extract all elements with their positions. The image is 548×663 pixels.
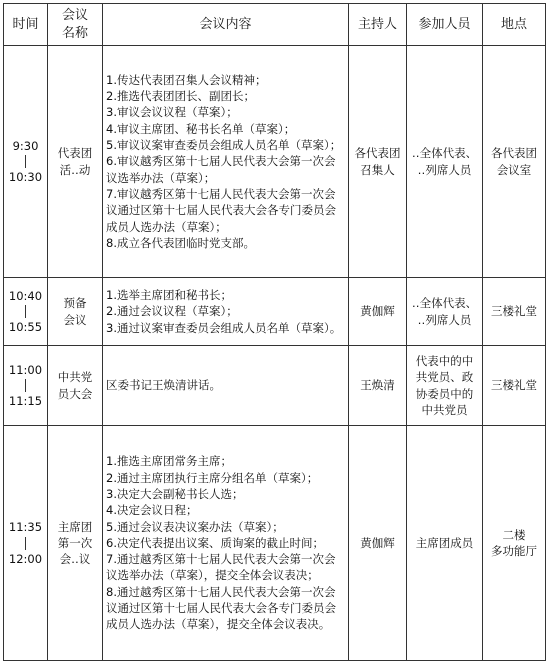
meeting-schedule-table bbox=[3, 3, 546, 661]
host-cell bbox=[349, 346, 407, 426]
participants-line: 中共党员 bbox=[421, 402, 468, 417]
participants-cell bbox=[407, 278, 483, 346]
time-start: 11:35 bbox=[8, 520, 43, 535]
agenda-item: 7.通过越秀区第十七届人民代表大会第一次会议选举办法（草案），提交全体会议表决； bbox=[106, 552, 336, 583]
header-time: 时间 bbox=[4, 4, 48, 46]
table-header-row bbox=[4, 4, 546, 46]
table-row bbox=[4, 426, 546, 661]
header-meeting-name-line-1: 会议 bbox=[61, 7, 88, 23]
participants-line: ‥列席人员 bbox=[417, 162, 472, 177]
meeting-name-cell bbox=[48, 426, 103, 661]
meeting-content-cell bbox=[103, 278, 349, 346]
participants-line: 协委员中的 bbox=[415, 386, 474, 401]
header-venue: 地点 bbox=[483, 4, 546, 46]
host-name-line: 黄伽辉 bbox=[360, 304, 395, 319]
agenda-item: 4.审议主席团、秘书长名单（草案）； bbox=[106, 121, 296, 136]
time-cell bbox=[4, 278, 48, 346]
participants-cell bbox=[407, 346, 483, 426]
host-cell bbox=[349, 46, 407, 278]
time-cell bbox=[4, 426, 48, 661]
agenda-item: 1.传达代表团召集人会议精神； bbox=[106, 72, 267, 87]
host-name-line: 各代表团 bbox=[354, 146, 401, 161]
host-name-line: 王焕清 bbox=[360, 378, 395, 393]
meeting-content-cell bbox=[103, 46, 349, 278]
meeting-name-line: 主席团 bbox=[57, 519, 93, 534]
agenda-item: 2.通过主席团执行主席分组名单（草案）； bbox=[106, 470, 319, 485]
meeting-name-line: 会‥议 bbox=[59, 552, 91, 567]
agenda-item: 8.通过越秀区第十七届人民代表大会第一次会议通过区第十七届人民代表大会各专门委员会成员人选办法（草案），提交全体会议表决。 bbox=[106, 584, 336, 632]
meeting-name-line: 活‥动 bbox=[59, 162, 91, 177]
participants-cell bbox=[407, 46, 483, 278]
agenda-item: 8.成立各代表团临时党支部。 bbox=[106, 235, 255, 250]
agenda-item: 1.推选主席团常务主席； bbox=[106, 454, 232, 469]
meeting-name-line: 第一次 bbox=[57, 535, 93, 550]
meeting-name-cell bbox=[48, 346, 103, 426]
agenda-item: 6.决定代表提出议案、质询案的截止时间； bbox=[106, 535, 324, 550]
host-name-line: 黄伽辉 bbox=[360, 535, 395, 550]
time-range bbox=[6, 288, 45, 336]
header-host: 主持人 bbox=[349, 4, 407, 46]
agenda-item: 2.推选代表团团长、副团长； bbox=[106, 89, 255, 104]
header-content: 会议内容 bbox=[103, 4, 349, 46]
meeting-content-cell bbox=[103, 346, 349, 426]
header-meeting-name-line-2: 名称 bbox=[61, 25, 88, 41]
time-end: 12:00 bbox=[8, 551, 43, 566]
agenda-item: 3.通过议案审查委员会组成人员名单（草案）。 bbox=[106, 320, 342, 335]
time-range bbox=[6, 362, 45, 410]
venue-line: 各代表团 bbox=[491, 146, 537, 161]
time-end: 10:55 bbox=[8, 320, 43, 334]
venue-line: 多功能厅 bbox=[491, 544, 537, 558]
participants-line: 主席团成员 bbox=[415, 535, 474, 550]
meeting-name-cell bbox=[48, 278, 103, 346]
meeting-name-line: 员大会 bbox=[57, 386, 93, 401]
meeting-name-line: 预备 bbox=[63, 296, 87, 311]
host-cell bbox=[349, 426, 407, 661]
venue-cell bbox=[483, 346, 546, 426]
venue-line: 会议室 bbox=[496, 162, 532, 177]
header-meeting-name bbox=[48, 4, 103, 46]
table-row bbox=[4, 46, 546, 278]
venue-cell bbox=[483, 46, 546, 278]
time-separator bbox=[25, 305, 26, 318]
agenda-item: 6.审议越秀区第十七届人民代表大会第一次会议选举办法（草案）； bbox=[106, 154, 336, 185]
venue-cell bbox=[483, 278, 546, 346]
time-end: 10:30 bbox=[8, 170, 43, 184]
time-end: 11:15 bbox=[8, 394, 43, 408]
table-row bbox=[4, 346, 546, 426]
agenda-item: 1.选举主席团和秘书长； bbox=[106, 288, 232, 302]
meeting-name-line: 中共党 bbox=[57, 370, 93, 385]
table-body bbox=[4, 46, 546, 661]
venue-line: 二楼 bbox=[502, 527, 526, 542]
agenda-item: 7.审议越秀区第十七届人民代表大会第一次会议通过区第十七届人民代表大会各专门委员会成员人选办法（草案）； bbox=[106, 186, 336, 234]
meeting-name-cell bbox=[48, 46, 103, 278]
agenda-item: 区委书记王焕清讲话。 bbox=[106, 378, 221, 393]
time-separator bbox=[25, 155, 26, 168]
agenda-item: 3.审议会议议程（草案）； bbox=[106, 105, 238, 120]
time-cell bbox=[4, 346, 48, 426]
meeting-name-line: 会议 bbox=[63, 312, 87, 327]
participants-line: ‥列席人员 bbox=[417, 312, 472, 327]
time-cell bbox=[4, 46, 48, 278]
time-start: 10:40 bbox=[8, 288, 43, 303]
host-name-line: 召集人 bbox=[360, 162, 395, 177]
host-cell bbox=[349, 278, 407, 346]
meeting-content-cell bbox=[103, 426, 349, 661]
time-range bbox=[6, 138, 45, 186]
time-range bbox=[6, 519, 45, 567]
participants-cell bbox=[407, 426, 483, 661]
participants-line: ‥全体代表、 bbox=[411, 146, 478, 161]
time-separator bbox=[25, 379, 26, 392]
meeting-name-line: 代表团 bbox=[57, 146, 93, 161]
header-participants: 参加人员 bbox=[407, 4, 483, 46]
venue-cell bbox=[483, 426, 546, 661]
agenda-item: 4.决定会议日程； bbox=[106, 503, 198, 518]
venue-line: 三楼礼堂 bbox=[491, 304, 537, 319]
participants-line: 共党员、政 bbox=[415, 370, 474, 385]
agenda-item: 5.审议议案审查委员会组成人员名单（草案）； bbox=[106, 138, 342, 152]
time-start: 9:30 bbox=[12, 138, 39, 153]
agenda-item: 5.通过会议表决议案办法（草案）； bbox=[106, 519, 284, 534]
venue-line: 三楼礼堂 bbox=[491, 378, 537, 393]
agenda-item: 3.决定大会副秘书长人选； bbox=[106, 486, 244, 501]
time-separator bbox=[25, 537, 26, 550]
participants-line: 代表中的中 bbox=[415, 353, 474, 368]
agenda-item: 2.通过会议议程（草案）； bbox=[106, 304, 238, 319]
time-start: 11:00 bbox=[8, 362, 43, 377]
table-row bbox=[4, 278, 546, 346]
participants-line: ‥全体代表、 bbox=[411, 296, 478, 311]
